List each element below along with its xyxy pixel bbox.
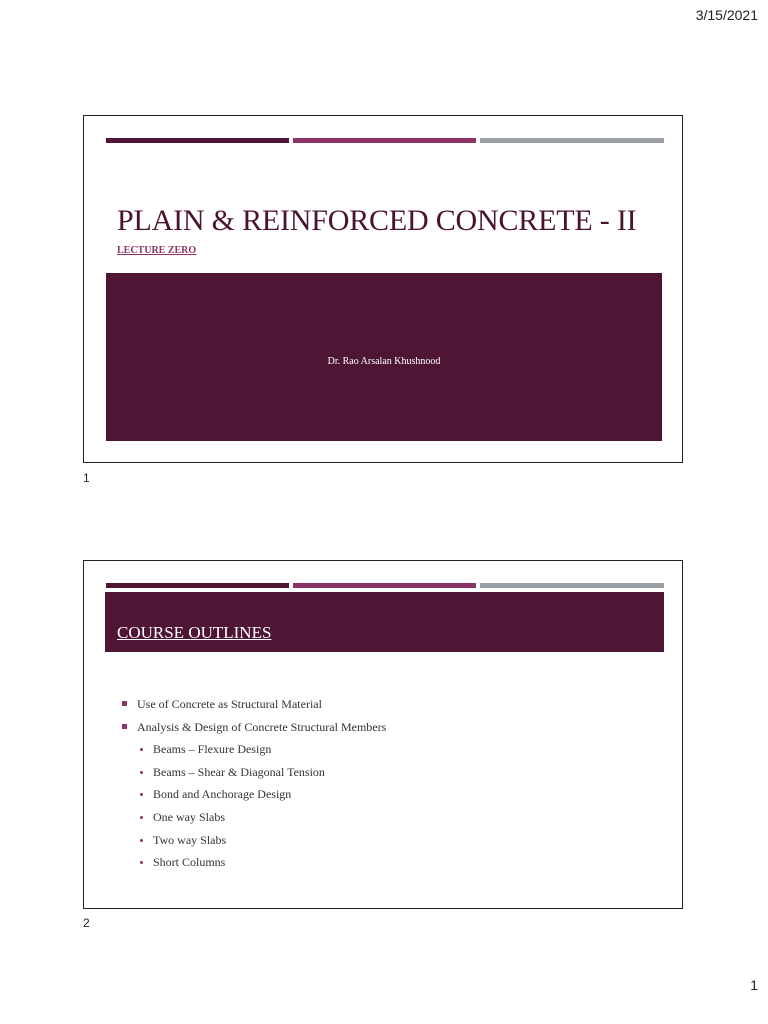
bullet-item: Beams – Shear & Diagonal Tension: [122, 765, 386, 788]
page-date: 3/15/2021: [695, 7, 758, 23]
bullet-item: One way Slabs: [122, 810, 386, 833]
bullet-item: Analysis & Design of Concrete Structural Members: [122, 720, 386, 743]
slide-2-title: COURSE OUTLINES: [117, 623, 272, 642]
slide-1-title: PLAIN & REINFORCED CONCRETE - II: [117, 204, 637, 237]
bullet-item: Bond and Anchorage Design: [122, 787, 386, 810]
slide-2-accent-bars: [106, 583, 664, 588]
slide-1: [83, 115, 683, 463]
slide-2-number: 2: [83, 916, 90, 930]
accent-bar-gray: [480, 583, 664, 588]
bullet-item: Use of Concrete as Structural Material: [122, 697, 386, 720]
accent-bar-gray: [480, 138, 664, 143]
page-number: 1: [750, 977, 758, 993]
slide-1-author: Dr. Rao Arsalan Khushnood: [327, 356, 441, 367]
bullet-item: Two way Slabs: [122, 833, 386, 856]
slide-2: [83, 560, 683, 909]
slide-1-number: 1: [83, 471, 90, 485]
slide-1-author-panel: [106, 273, 662, 441]
accent-bar-magenta: [293, 138, 476, 143]
slide-1-subtitle: LECTURE ZERO: [117, 245, 197, 256]
slide-2-bullet-list: [122, 697, 386, 878]
accent-bar-maroon: [106, 138, 289, 143]
bullet-item: Beams – Flexure Design: [122, 742, 386, 765]
slide-2-header: [105, 592, 664, 652]
bullet-item: Short Columns: [122, 855, 386, 878]
accent-bar-magenta: [293, 583, 476, 588]
accent-bar-maroon: [106, 583, 289, 588]
slide-1-accent-bars: [106, 138, 664, 143]
